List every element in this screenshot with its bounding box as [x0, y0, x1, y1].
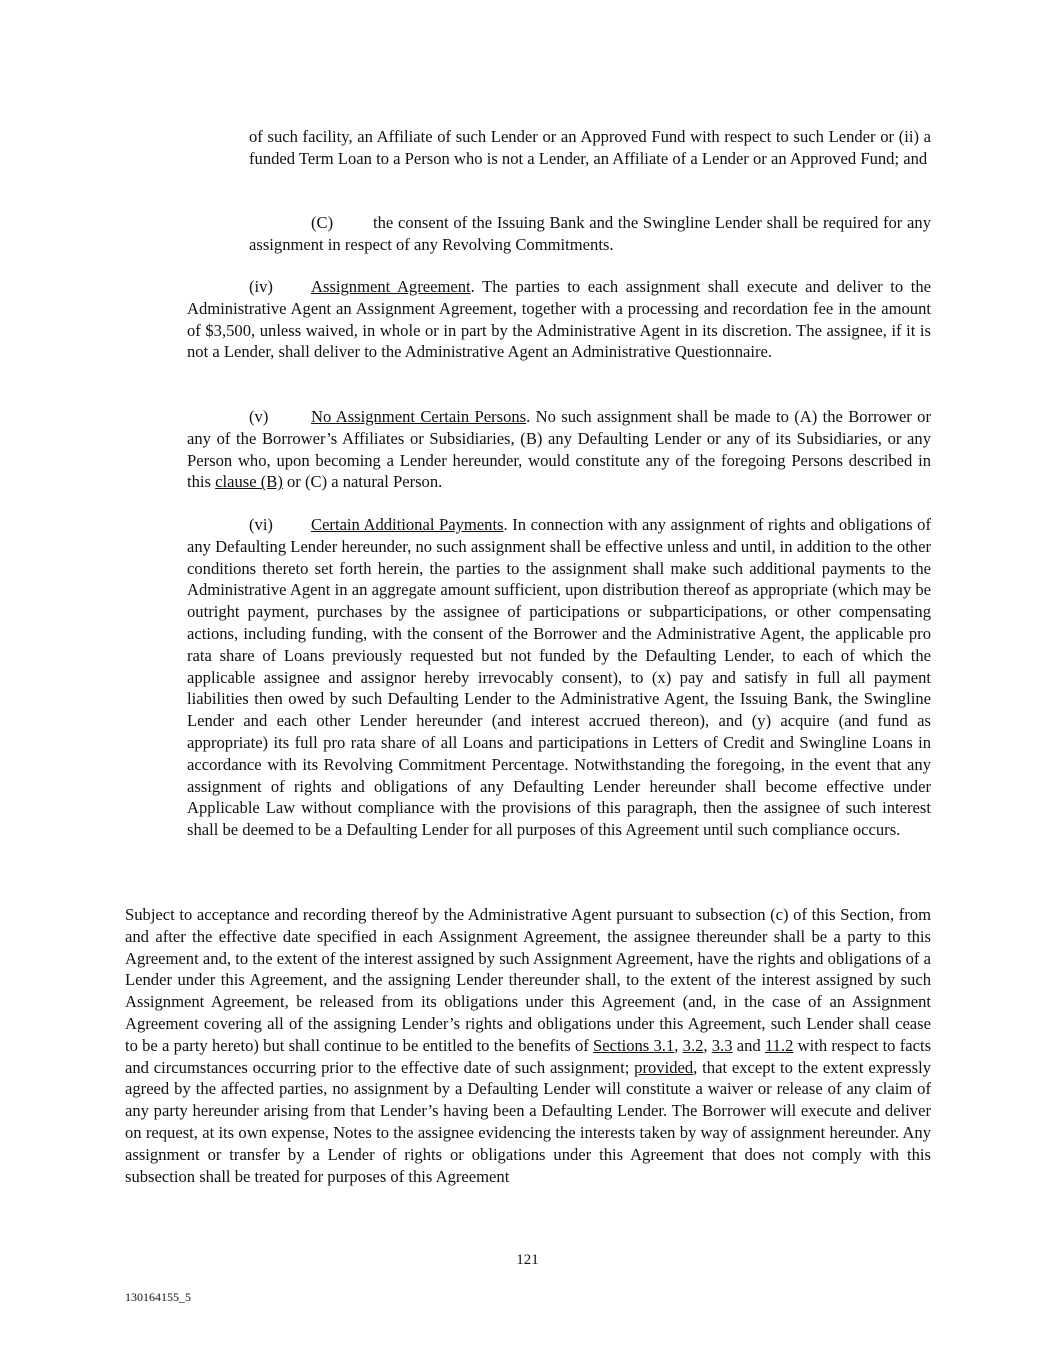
separator: , [674, 1035, 683, 1055]
paragraph-continuation [249, 126, 931, 170]
paragraph-v [187, 406, 931, 493]
paragraph-text: of such facility, an Affiliate of such Lender or an Approved Fund with respect to such Lender or (ii) a funded Term Loan to a Person who is not a Lender, an Affiliate of a Lender or an Approved Fund; and [249, 127, 931, 168]
clause-number: (C) [311, 213, 334, 232]
paragraph-heading: Assignment Agreement [311, 277, 471, 296]
section-reference: 11.2 [764, 1035, 794, 1055]
paragraph-text: , that except to the extent expressly agreed by the affected parties, no assignment by a Defaulting Lender will constitute a waiver or release of any claim of any party hereunder arising from that Lender’s having been a Defaulting Lender. The Borrower will execute and deliver on request, at its own expense, Notes to the assignee evidencing the interests taken by way of assignment hereunder. Any assignment or transfer by a Lender of rights or obligations under this Agreement that does not comply with this subsection shall be treated for purposes of this Agreement [125, 1057, 931, 1186]
clause-number: (iv) [249, 277, 273, 296]
paragraph-text: the consent of the Issuing Bank and the Swingline Lender shall be required for any assignment in respect of any Revolving Commitments. [249, 213, 931, 254]
paragraph-text: with respect to facts and circumstances occurring prior to the effective date of such assignment; [125, 1035, 932, 1077]
paragraph-iv [187, 276, 931, 363]
page-number: 121 [516, 1252, 539, 1268]
paragraph-text: Subject to acceptance and recording thereof by the Administrative Agent pursuant to subsection (c) of this Section, from and after the effective date specified in each Assignment Agreement, the assignee thereunder shall be a party to this Agreement and, to the extent of the interest assigned by such Assignment Agreement, have the rights and obligations of a Lender under this Agreement, and the assigning Lender thereunder shall, to the extent of the interest assigned by such Assignment Agreement, be released from its obligations under this Agreement (and, in the case of an Assignment Agreement covering all of the assigning Lender’s rights and obligations under this Agreement, such Lender shall cease to be a party hereto) but shall continue to be entitled to the benefits of [125, 905, 931, 1055]
paragraph-text: . No such assignment shall be made to (A) the Borrower or any of the Borrower’s Affiliates or Subsidiaries, (B) any Defaulting Lender or any of its Subsidiaries, or any Person who, upon becoming a Lender hereunder, would constitute any of the foregoing Persons described in this [187, 407, 931, 492]
section-reference: Sections 3.1 [593, 1035, 675, 1055]
separator: and [732, 1035, 765, 1055]
clause-number: (vi) [249, 515, 273, 534]
paragraph-final [125, 904, 931, 1187]
paragraph-heading: No Assignment Certain Persons [311, 407, 527, 426]
paragraph-text: . The parties to each assignment shall execute and deliver to the Administrative Agent an Assignment Agreement, together with a processing and recordation fee in the amount of $3,500, unless waived, in whole or in part by the Administrative Agent in its discretion. The assignee, if it is not a Lender, shall deliver to the Administrative Agent an Administrative Questionnaire. [187, 277, 931, 362]
separator: , [703, 1035, 712, 1055]
document-id: 130164155_5 [125, 1290, 191, 1304]
paragraph-heading: Certain Additional Payments [311, 515, 504, 534]
section-reference: 3.2 [682, 1035, 704, 1055]
section-reference: 3.3 [711, 1035, 733, 1055]
paragraph-c [249, 212, 931, 256]
paragraph-text: or (C) a natural Person. [282, 472, 443, 492]
provided-term: provided [634, 1057, 694, 1077]
clause-number: (v) [249, 407, 269, 426]
paragraph-text: . In connection with any assignment of rights and obligations of any Defaulting Lender hereunder, no such assignment shall be effective unless and until, in addition to the other conditions thereto set forth herein, the parties to the assignment shall make such additional payments to the Administrative Agent in an aggregate amount sufficient, upon distribution thereof as appropriate (which may be outright payment, purchases by the assignee of participations or subparticipations, or other compensating actions, including funding, with the consent of the Borrower and the Administrative Agent, the applicable pro rata share of Loans previously requested but not funded by the Defaulting Lender, to each of which the applicable assignee and assignor hereby irrevocably consent), to (x) pay and satisfy in full all payment liabilities then owed by such Defaulting Lender to the Administrative Agent, the Issuing Bank, the Swingline Lender and each other Lender hereunder (and interest accrued thereon), and (y) acquire (and fund as appropriate) its full pro rata share of all Loans and participations in Letters of Credit and Swingline Loans in accordance with its Revolving Commitment Percentage. Notwithstanding the foregoing, in the event that any assignment of rights and obligations of any Defaulting Lender hereunder shall become effective under Applicable Law without compliance with the provisions of this paragraph, then the assignee of such interest shall be deemed to be a Defaulting Lender for all purposes of this Agreement until such compliance occurs. [187, 515, 932, 840]
clause-reference: clause (B) [215, 472, 283, 492]
paragraph-vi [187, 514, 931, 841]
